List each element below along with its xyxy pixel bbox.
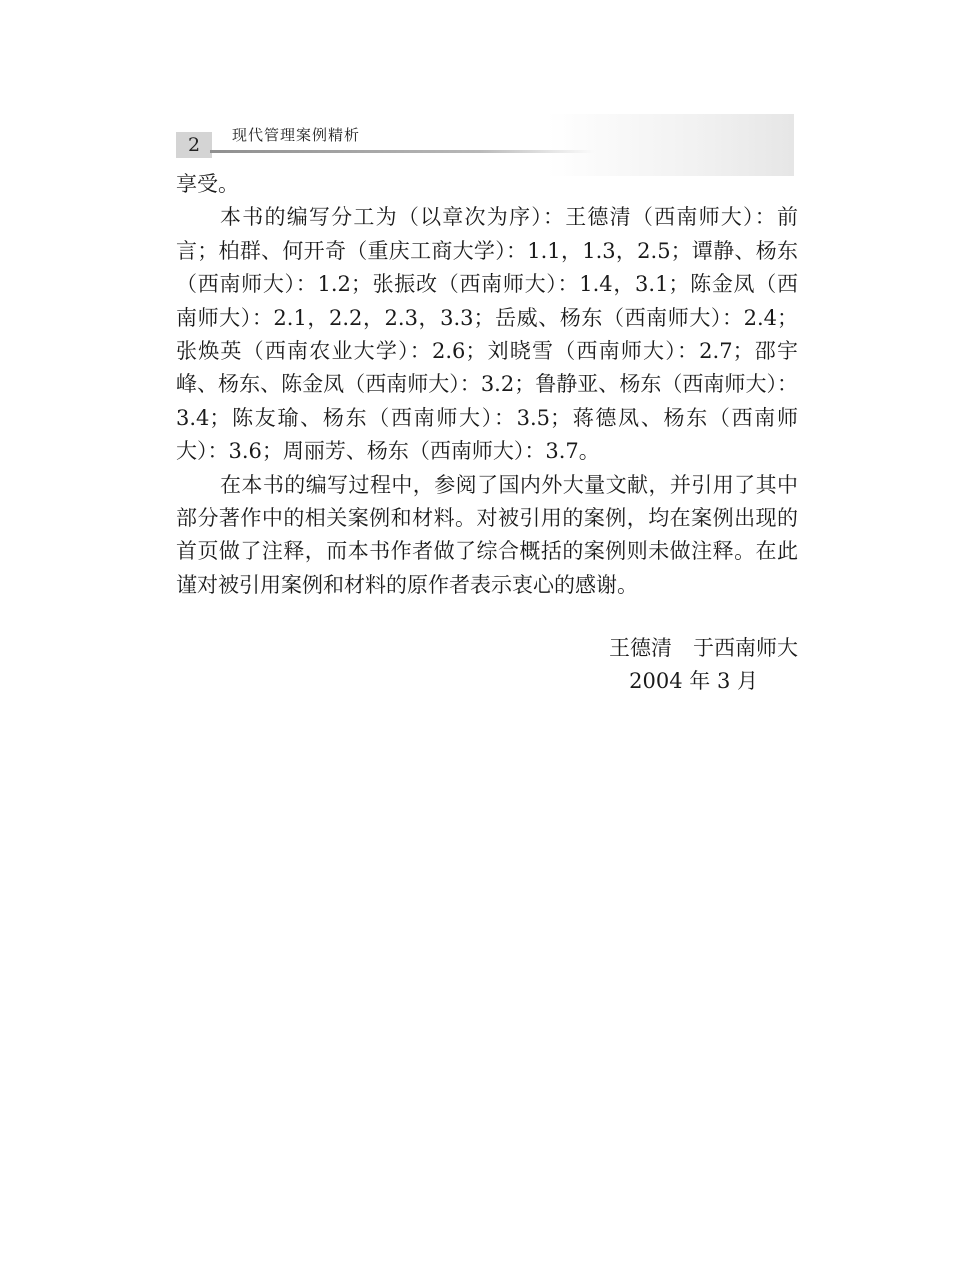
signature-block bbox=[609, 632, 798, 698]
page-header bbox=[176, 114, 794, 176]
paragraph-authorship: 本书的编写分工为（以章次为序）：王德清（西南师大）：前言；柏群、何开奇（重庆工商大学）：1.1，1.3，2.5；谭静、杨东（西南师大）：1.2；张振改（西南师大）：1.4，3.1；陈金凤（西南师大）：2.1，2.2，2.3，3.3；岳威、杨东（西南师大）：2.4；张焕英（西南农业大学）：2.6；刘晓雪（西南师大）：2.7；邵宇峰、杨东、陈金凤（西南师大）：3.2；鲁静亚、杨东（西南师大）：3.4；陈友瑜、杨东（西南师大）：3.5；蒋德凤、杨东（西南师大）：3.6；周丽芳、杨东（西南师大）：3.7。 bbox=[176, 205, 798, 464]
running-title: 现代管理案例精析 bbox=[232, 126, 361, 144]
signature-date: 2004 年 3 月 bbox=[629, 669, 758, 693]
signature-author: 王德清 于西南师大 bbox=[609, 636, 798, 660]
paragraph-continuation: 享受。 bbox=[176, 172, 239, 196]
body-text bbox=[176, 168, 798, 602]
header-rule bbox=[210, 150, 594, 153]
paragraph-acknowledgement: 在本书的编写过程中，参阅了国内外大量文献，并引用了其中部分著作中的相关案例和材料。对被引用的案例，均在案例出现的首页做了注释，而本书作者做了综合概括的案例则未做注释。在此谨对被引用案例和材料的原作者表示衷心的感谢。 bbox=[176, 472, 798, 597]
page-number: 2 bbox=[187, 134, 201, 156]
